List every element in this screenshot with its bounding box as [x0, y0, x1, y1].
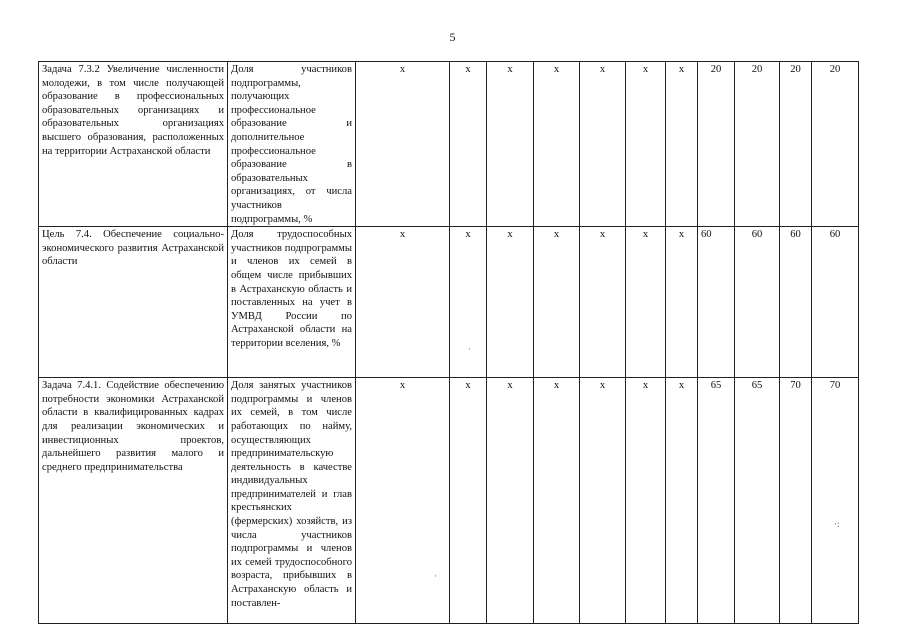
value-cell-target: 70 [780, 378, 812, 624]
table-row [39, 227, 859, 378]
value-cell-mark: х [534, 378, 580, 624]
value-cell-target: 20 [698, 62, 735, 227]
value-cell-mark: х [356, 378, 450, 624]
goal-cell: Цель 7.4. Обеспечение социально-экономического развития Астраханской области [39, 227, 228, 378]
value-cell-mark: х [534, 227, 580, 378]
table-row [39, 378, 859, 624]
value-cell-target: 20 [735, 62, 780, 227]
value-cell-mark: х [450, 378, 487, 624]
value-cell-mark: х [580, 62, 626, 227]
value-cell-mark: х [666, 227, 698, 378]
scan-dot: · [468, 344, 471, 354]
indicator-cell: Доля трудоспособных участников подпрограммы и членов их семей в общем числе прибывших в Астраханскую область и поставленных на учет в УМВД России по Астраханской области на территории вселения, % [228, 227, 356, 378]
goal-cell: Задача 7.4.1. Содействие обеспечению потребности экономики Астраханской области в квалифицированных кадрах для реализации экономических и инвестиционных проектов, дальнейшего развития малого и среднего предпринимательства [39, 378, 228, 624]
scan-dot: ·: [834, 519, 840, 529]
value-cell-target: 20 [812, 62, 859, 227]
table-row [39, 62, 859, 227]
indicator-cell: Доля занятых участников подпрограммы и членов их семей, в том числе работающих по найму, осуществляющих предпринимательскую деятельность в качестве индивидуальных предпринимателей и глав крестьянских (фермерских) хозяйств, из числа участников подпрограммы и членов их семей трудоспособного возраста, прибывших в Астраханскую область и поставлен- [228, 378, 356, 624]
value-cell-target: 65 [735, 378, 780, 624]
indicators-table [38, 61, 859, 624]
value-cell-target: 60 [812, 227, 859, 378]
value-cell-mark: х [487, 378, 534, 624]
value-cell-mark: х [356, 227, 450, 378]
value-cell-mark: х [356, 62, 450, 227]
page-number: 5 [449, 30, 456, 44]
goal-cell: Задача 7.3.2 Увеличение численности молодежи, в том числе получающей образование в профессиональных образовательных организациях и образовательных организациях высшего образования, расположенных на территории Астраханской области [39, 62, 228, 227]
value-cell-mark: х [626, 227, 666, 378]
value-cell-mark: х [487, 62, 534, 227]
value-cell-target: 70 [812, 378, 859, 624]
value-cell-mark: х [666, 62, 698, 227]
value-cell-target: 60 [698, 227, 735, 378]
value-cell-mark: х [487, 227, 534, 378]
value-cell-mark: х [450, 62, 487, 227]
value-cell-mark: х [580, 227, 626, 378]
value-cell-mark: х [666, 378, 698, 624]
value-cell-target: 65 [698, 378, 735, 624]
value-cell-target: 60 [735, 227, 780, 378]
value-cell-target: 20 [780, 62, 812, 227]
value-cell-mark: х [534, 62, 580, 227]
value-cell-target: 60 [780, 227, 812, 378]
value-cell-mark: х [450, 227, 487, 378]
value-cell-mark: х [626, 62, 666, 227]
indicator-cell: Доля участников подпрограммы, получающих профессиональное образование и дополнительное профессиональное образование в образовательных организациях, от числа участников подпрограммы, % [228, 62, 356, 227]
value-cell-mark: х [626, 378, 666, 624]
scan-dot: · [434, 571, 437, 581]
value-cell-mark: х [580, 378, 626, 624]
